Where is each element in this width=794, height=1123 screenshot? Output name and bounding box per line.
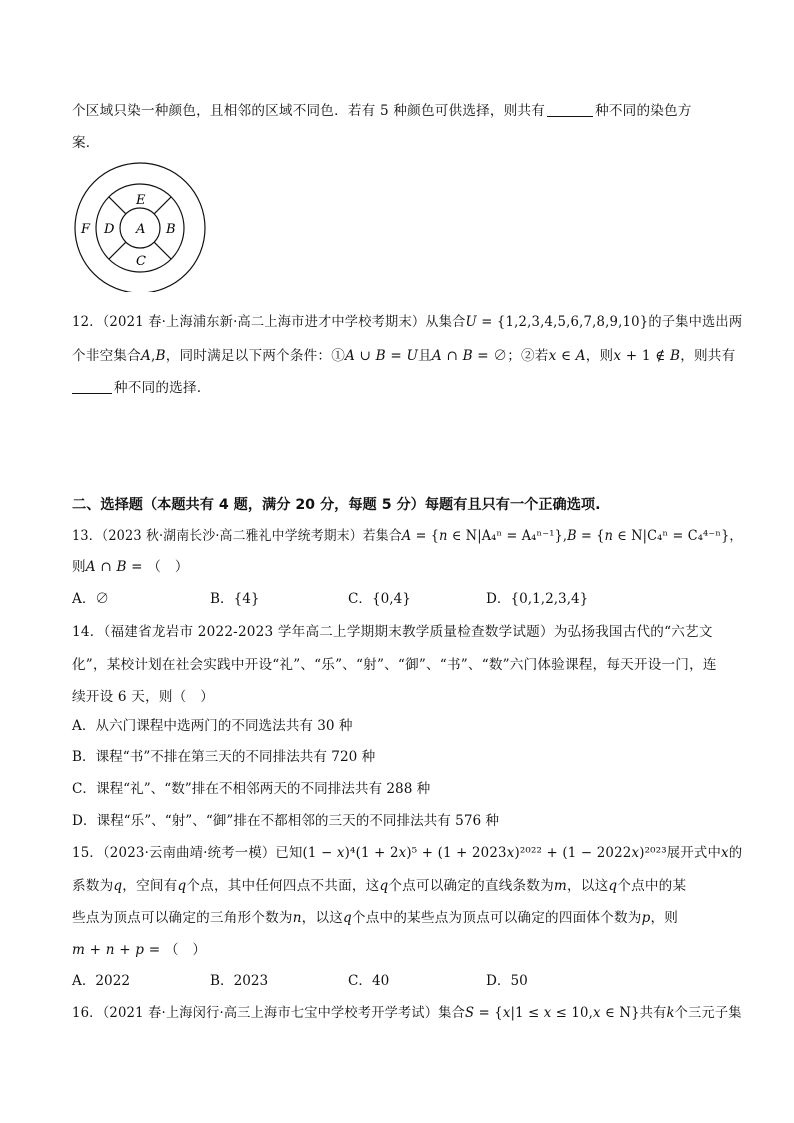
q14-option-a: A．从六门课程中选两门的不同选法共有 30 种 [72, 718, 353, 734]
q14-line-1: 14．（福建省龙岩市 2022-2023 学年高二上学期期末教学质量检查数学试题）为弘扬我国古代的“六艺文 [72, 624, 713, 640]
q15-option-c: C．40 [348, 973, 390, 989]
label-A: A [136, 222, 146, 237]
q15-line-2: 系数为𝑞，空间有𝑞个点，其中任何四点不共面，这𝑞个点可以确定的直线条数为𝑚，以这𝑞个点中的某 [72, 878, 687, 894]
q12-line-2: 个非空集合𝐴,𝐵，同时满足以下两个条件：①𝐴 ∪ 𝐵 = 𝑈且𝐴 ∩ 𝐵 = ∅；②若𝑥 ∈ 𝐴，则𝑥 + 1 ∉ 𝐵，则共有 [72, 348, 736, 364]
q15-line-3: 些点为顶点可以确定的三角形个数为𝑛，以这𝑞个点中的某些点为顶点可以确定的四面体个数为𝑝，则 [72, 910, 679, 926]
q12-text-after: 种不同的选择. [114, 380, 202, 396]
answer-blank [547, 102, 593, 117]
q14-option-c: C．课程“礼”、“数”排在不相邻两天的不同排法共有 288 种 [72, 781, 431, 797]
q15-option-a: A．2022 [72, 973, 131, 989]
q15-option-d: D．50 [486, 973, 528, 989]
q11-line-2: 案． [72, 135, 100, 151]
q13-option-a: A．∅ [72, 591, 110, 607]
q11-text-after: 种不同的染色方 [595, 103, 692, 119]
q15-line-1: 15．（2023·云南曲靖·统考一模）已知(1 − 𝑥)⁴(1 + 2𝑥)⁵ + (1 + 2023𝑥)²⁰²² + (1 − 2022𝑥)²⁰²³展开式中𝑥的 [72, 845, 743, 861]
answer-blank [72, 379, 112, 394]
q14-line-2: 化”，某校计划在社会实践中开设“礼”、“乐”、“射”、“御”、“书”、“数”六门体验课程，每天开设一门，连 [72, 657, 717, 673]
q14-option-d: D．课程“乐”、“射”、“御”排在不都相邻的三天的不同排法共有 576 种 [72, 813, 500, 829]
q15-line-4: 𝑚 + 𝑛 + 𝑝 = （ ） [72, 942, 207, 958]
q12-line-3 [72, 378, 201, 398]
label-F: F [81, 222, 91, 237]
label-C: C [136, 254, 146, 269]
coloring-region-figure [72, 162, 212, 292]
q11-text: 个区域只染一种颜色，且相邻的区域不同色．若有 5 种颜色可供选择，则共有 [72, 103, 546, 119]
q13-line-1: 13．（2023 秋·湖南长沙·高二雅礼中学统考期末）若集合𝐴 = {𝑛 ∈ N|A₄ⁿ = A₄ⁿ⁻¹},𝐵 = {𝑛 ∈ N|C₄ⁿ = C₄⁴⁻ⁿ}， [72, 528, 743, 544]
q11-line-1 [72, 101, 692, 121]
label-D: D [104, 222, 115, 237]
label-B: B [166, 222, 176, 237]
q14-option-b: B．课程“书”不排在第三天的不同排法共有 720 种 [72, 749, 376, 765]
section-heading: 二、选择题（本题共有 4 题，满分 20 分，每题 5 分）每题有且只有一个正确选项. [72, 497, 601, 513]
q13-option-b: B．{4} [210, 591, 260, 607]
q13-option-c: C．{0,4} [348, 591, 411, 607]
q13-option-d: D．{0,1,2,3,4} [486, 591, 589, 607]
q13-line-2: 则𝐴 ∩ 𝐵 = （ ） [72, 559, 189, 575]
label-E: E [136, 193, 146, 208]
q16-line-1: 16．（2021 春·上海闵行·高三上海市七宝中学校考开学考试）集合𝑆 = {𝑥|1 ≤ 𝑥 ≤ 10,𝑥 ∈ N}共有𝑘个三元子集 [72, 1005, 742, 1021]
q14-line-3: 续开设 6 天，则（ ） [72, 689, 215, 705]
q12-line-1: 12．（2021 春·上海浦东新·高二上海市进才中学校考期末）从集合𝑈 = {1,2,3,4,5,6,7,8,9,10}的子集中选出两 [72, 314, 743, 330]
q15-option-b: B．2023 [210, 973, 269, 989]
